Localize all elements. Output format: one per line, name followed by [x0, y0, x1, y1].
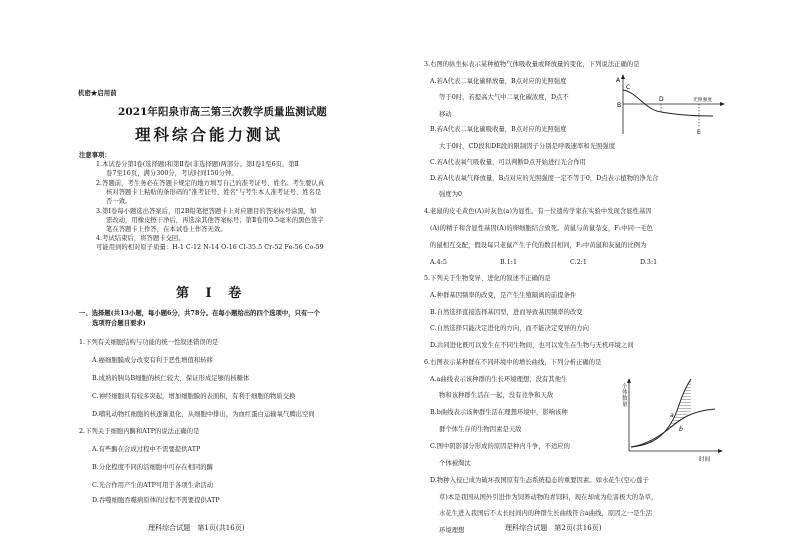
- instruction-line: 选项符合题目要求): [92, 320, 146, 327]
- question-6-line: 个体被淘汰: [439, 460, 471, 467]
- question-5-option-d: D.共同进化既可以发生在不同生物间，也可以发生在生物与无机环境之间: [430, 342, 634, 349]
- question-3-line: 移动: [439, 111, 452, 118]
- question-6-line: 物和该种群生活在一起，没有竞争和天敌: [439, 392, 554, 399]
- note-line: 核对答题卡上粘贴的条形码的"准考证号、姓名"与考生本人准考证号、姓名是: [106, 189, 322, 196]
- question-2-option-c: C.光合作用产生的ATP可用于各项生命活动: [92, 482, 214, 489]
- secret-label: 机密★启用前: [78, 89, 117, 97]
- question-6-line: 群个体生存的生物因素是天敌: [439, 426, 522, 433]
- question-3-line: 大于0时，CD段和DE段的限制因子分别是呼吸速率和光照强度: [439, 143, 616, 150]
- question-6-line: C.图中阴影部分形成的原因是种内斗争，不适应的: [430, 443, 570, 450]
- question-4-option-b: B.1:1: [500, 259, 518, 266]
- note-line: 2.答题前，考生务必在答题卡规定的地方填写自己的准考证号、姓名。考生要认真: [96, 180, 325, 187]
- question-3-stem: 3.右图的纵坐标表示某种植物气体吸收量或释放量的变化，下列说法正确的是: [424, 61, 640, 68]
- note-line: 需改动，用橡皮擦干净后，再选涂其他答案标号；第Ⅱ卷用0.5毫米的黑色签字: [106, 217, 324, 224]
- question-2-option-b: B.分化程度不同的活细胞中可存在相同的酶: [92, 464, 213, 471]
- question-4-option-a: A.4:5: [430, 259, 447, 266]
- right-page: [397, 0, 794, 550]
- question-4-line: 4.老鼠的皮毛黄色(A)对灰色(a)为显性。有一位遗传学家在实验中发现含显性基因: [424, 208, 652, 215]
- note-line: 卷7至16页，满分300分，考试时间150分钟。: [106, 170, 238, 177]
- question-2-stem: 2.下列关于细胞内酶和ATP的说法正确的是: [79, 428, 200, 435]
- figure-y-axis-label: 个体数量: [622, 384, 628, 408]
- question-6-line: 草)本是我国从国外引进作为饲养动物的青饲料，现在却成为危害极大的杂草，: [439, 494, 658, 501]
- question-6-line: 水花生进入我国后不太长时间内的种群生长曲线符合a曲线，原因之一是生活: [439, 510, 653, 517]
- question-1-option-a: A.癌细胞膜成分改变有利于恶性增值和转移: [92, 357, 213, 364]
- notes-heading: 注意事项：: [79, 152, 111, 159]
- note-line: 4.考试结束后，将答题卡交回。: [96, 235, 185, 242]
- figure-label-d: D: [659, 96, 664, 103]
- figure-x-axis-label: 时间: [699, 457, 711, 463]
- figure-label-b: B: [617, 102, 622, 109]
- question-5-stem: 5.下列关于生物变异、进化的叙述不正确的是: [424, 275, 551, 282]
- atomic-mass-line: 可能用到的相对原子质量：H-1 C-12 N-14 O-16 Cl-35.5 Cr-52 Fe-56 Co-59: [96, 244, 324, 251]
- instruction-line: 一、选择题(共13小题，每小题6分，共78分。在每小题给出的四个选项中，只有一个: [79, 310, 320, 317]
- question-4-option-c: C.2:1: [570, 259, 587, 266]
- question-1-option-c: C.神经细胞具有较多突起，增加细胞膜的表面积，有利于细胞的物质交换: [92, 393, 296, 400]
- figure-label-e: E: [697, 129, 701, 136]
- light-curve-figure: [615, 70, 727, 138]
- question-5-option-a: A.种群基因频率的改变，是产生生殖隔离的前提条件: [430, 292, 577, 299]
- question-6-stem: 6.右图表示某种群在不同环境中的增长曲线，下列分析正确的是: [424, 359, 602, 366]
- note-line: 笔在答题卡上作答，在本试卷上作答无效。: [106, 226, 227, 233]
- note-line: 3.第Ⅰ卷每小题选出答案后，用2B铅笔把答题卡上对应题目的答案标号涂黑，如: [96, 208, 317, 215]
- question-6-line: 环境理想: [439, 527, 465, 534]
- question-6-line: D.物种入侵已成为破坏我国原有生态系统稳态的重要因素。如水花生(空心莲子: [430, 477, 649, 484]
- figure-x-axis-label: 光照强度: [693, 98, 713, 103]
- question-4-option-d: D.3:1: [640, 259, 658, 266]
- question-3-line: C.若A代表氧气吸收量，可以判断D点开始进行光合作用: [430, 159, 587, 166]
- question-3-line: 强度为0: [439, 191, 463, 198]
- question-3-line: B.若A代表二氧化碳吸收量，B点对应的光照强度: [430, 126, 567, 133]
- question-1-option-d: D.哺乳动物红细胞的核逐渐退化，从细胞中排出，为血红蛋白运输氧气腾出空间: [92, 411, 315, 418]
- page-footer: 理科综合试题 第2页(共16页): [505, 524, 602, 532]
- curve-label-b: b: [679, 426, 683, 433]
- question-3-line: 等于0时，若提高大气中二氧化碳浓度，D点不: [439, 94, 569, 101]
- question-2-option-d: D.吞噬细胞吞噬病原体的过程不需要提供ATP: [92, 497, 220, 504]
- question-6-line: A.a曲线表示该种群的生长环境理想，没有其他生: [430, 376, 568, 383]
- question-4-line: 的鼠相互交配，假设每只老鼠产生子代的数目相同，F₂中黄鼠和灰鼠的比例为: [430, 242, 647, 249]
- question-5-option-b: B.自然选择直接选择基因型，进而导致基因频率的改变: [430, 309, 583, 316]
- note-line: 1.本试卷分第Ⅰ卷(选择题)和第Ⅱ卷(非选择题)两部分。第Ⅰ卷1至6页，第Ⅱ: [96, 161, 299, 168]
- question-2-option-a: A.有些酶在合成过程中不需要提供ATP: [92, 446, 201, 453]
- exam-title: 2021年阳泉市高三第三次教学质量监测试题: [118, 106, 327, 118]
- question-1-option-b: B.成熟的胰岛B细胞的核仁较大，保证形成足够的核糖体: [92, 375, 250, 382]
- figure-label-c: C: [626, 84, 631, 91]
- growth-curve-figure: [615, 375, 725, 463]
- figure-label-a: A: [616, 77, 621, 84]
- section-title: 第 Ⅰ 卷: [176, 286, 248, 301]
- curve-label-a: a: [670, 412, 674, 419]
- subject-title: 理科综合能力测试: [135, 125, 284, 144]
- question-6-line: B.b曲线表示该种群生活在理想环境中，影响该种: [430, 409, 568, 416]
- question-4-line: (A)的精子和含显性基因(A)的卵细胞结合致死。黄鼠与黄鼠杂交，F₁中同一毛色: [430, 225, 653, 232]
- question-1-stem: 1.下列有关细胞结构与功能的统一性叙述错误的是: [79, 339, 219, 346]
- page-footer: 理科综合试题 第1页(共16页): [148, 524, 245, 532]
- question-3-line: A.若A代表二氧化碳释放量，B点对应的光照强度: [430, 78, 567, 85]
- question-3-line: D.若A代表氧气释放量，B点对应的光照强度一定不等于0，D点表示植物的净光合: [430, 175, 659, 182]
- note-line: 否一致。: [106, 198, 132, 205]
- question-5-option-c: C.自然选择只能决定进化的方向，而不能决定变异的方向: [430, 325, 590, 332]
